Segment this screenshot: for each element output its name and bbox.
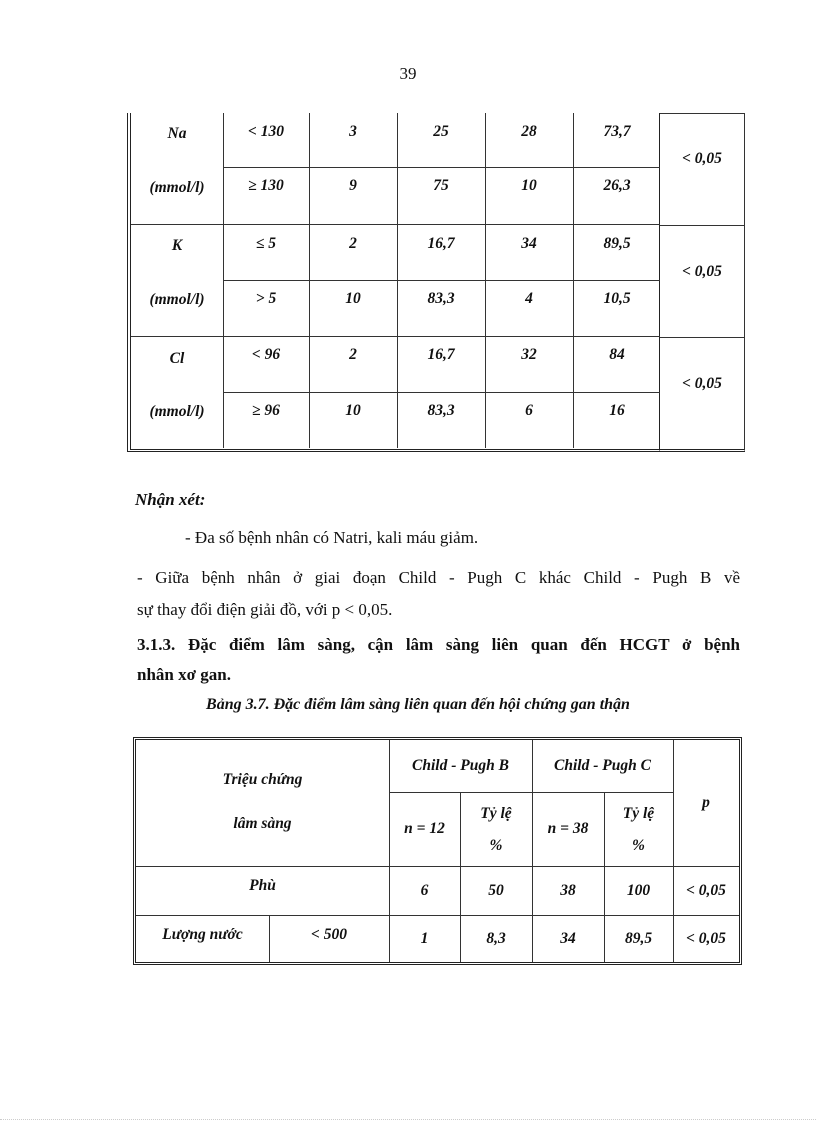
section-heading xyxy=(137,630,740,690)
value-cell: 100 xyxy=(626,881,651,899)
range-cell: > 5 xyxy=(255,290,277,307)
header-n-c: n = 38 xyxy=(547,820,589,837)
header-p: p xyxy=(702,794,710,811)
range-cell: ≤ 5 xyxy=(255,235,277,252)
p-value-cell: < 0,05 xyxy=(686,881,726,899)
note-item: - Giữa bệnh nhân ở giai đoạn Child - Pugh C khác Child - Pugh B về xyxy=(137,568,740,587)
value-cell: 9 xyxy=(349,177,357,194)
electrolyte-table xyxy=(127,113,660,452)
clinical-table xyxy=(133,737,742,965)
value-cell: 8,3 xyxy=(486,929,506,947)
p-value-cell: < 0,05 xyxy=(686,929,726,947)
value-cell: 89,5 xyxy=(624,929,653,947)
value-cell: 28 xyxy=(521,123,537,140)
p-column-table1 xyxy=(660,113,745,452)
value-cell: 2 xyxy=(349,346,357,363)
value-cell: 26,3 xyxy=(603,177,631,194)
header-n-b: n = 12 xyxy=(404,820,445,837)
value-cell: 73,7 xyxy=(603,123,631,140)
group-unit-na: (mmol/l) xyxy=(149,179,205,196)
value-cell: 75 xyxy=(433,177,449,194)
value-cell: 16 xyxy=(609,402,625,419)
value-cell: 16,7 xyxy=(427,346,455,363)
range-cell: ≥ 130 xyxy=(248,177,284,194)
p-value-k: < 0,05 xyxy=(682,263,722,280)
header-symptom-line2: lâm sàng xyxy=(233,815,292,832)
value-cell: 2 xyxy=(349,235,357,252)
note-item: - Đa số bệnh nhân có Natri, kali máu giảm. xyxy=(185,528,479,547)
value-cell: 83,3 xyxy=(427,290,455,307)
group-name-cl: Cl xyxy=(169,350,185,367)
group-unit-k: (mmol/l) xyxy=(149,291,205,308)
page-number: 39 xyxy=(399,64,417,83)
value-cell: 10 xyxy=(345,402,361,419)
value-cell: 6 xyxy=(525,402,533,419)
value-cell: 4 xyxy=(525,290,533,307)
table-caption: Bảng 3.7. Đặc điểm lâm sàng liên quan đến hội chứng gan thận xyxy=(206,696,630,713)
value-cell: 34 xyxy=(521,235,537,252)
value-cell: 16,7 xyxy=(427,235,455,252)
group-name-k: K xyxy=(171,237,183,254)
header-ratio-b-line1: Tỷ lệ xyxy=(480,805,512,822)
group-name-na: Na xyxy=(167,125,187,142)
range-cell: < 130 xyxy=(248,123,284,140)
header-ratio-c-line1: Tỷ lệ xyxy=(622,805,655,822)
value-cell: 32 xyxy=(521,346,537,363)
value-cell: 10 xyxy=(345,290,361,307)
row-label: Phù xyxy=(249,877,276,894)
value-cell: 89,5 xyxy=(603,235,631,252)
value-cell: 50 xyxy=(488,881,504,899)
value-cell: 84 xyxy=(609,346,625,363)
value-cell: 83,3 xyxy=(427,402,455,419)
value-cell: 38 xyxy=(560,881,576,899)
notes-heading: Nhận xét: xyxy=(135,490,206,509)
row-sublabel: < 500 xyxy=(311,926,347,943)
group-unit-cl: (mmol/l) xyxy=(149,403,205,420)
value-cell: 1 xyxy=(420,929,429,947)
value-cell: 3 xyxy=(349,123,357,140)
value-cell: 10,5 xyxy=(603,290,631,307)
p-value-cl: < 0,05 xyxy=(682,375,722,392)
section-heading-line2: nhân xơ gan. xyxy=(137,665,231,684)
value-cell: 34 xyxy=(560,929,576,947)
header-ratio-c-line2: % xyxy=(632,837,645,854)
header-ratio-b-line2: % xyxy=(489,837,503,854)
range-cell: < 96 xyxy=(251,346,281,363)
header-child-c: Child - Pugh C xyxy=(554,757,651,774)
p-value-na: < 0,05 xyxy=(682,150,722,167)
row-label: Lượng nước xyxy=(162,926,243,943)
range-cell: ≥ 96 xyxy=(252,402,280,419)
section-heading-line1: 3.1.3. Đặc điểm lâm sàng, cận lâm sàng liên quan đến HCGT ở bệnh xyxy=(137,635,740,654)
value-cell: 10 xyxy=(521,177,537,194)
header-child-b: Child - Pugh B xyxy=(412,757,509,774)
header-symptom-line1: Triệu chứng xyxy=(222,771,303,788)
note-item-continuation: sự thay đổi điện giải đồ, với p < 0,05. xyxy=(137,600,393,619)
value-cell: 6 xyxy=(420,881,429,899)
page-bottom-divider xyxy=(0,1119,816,1120)
value-cell: 25 xyxy=(433,123,449,140)
